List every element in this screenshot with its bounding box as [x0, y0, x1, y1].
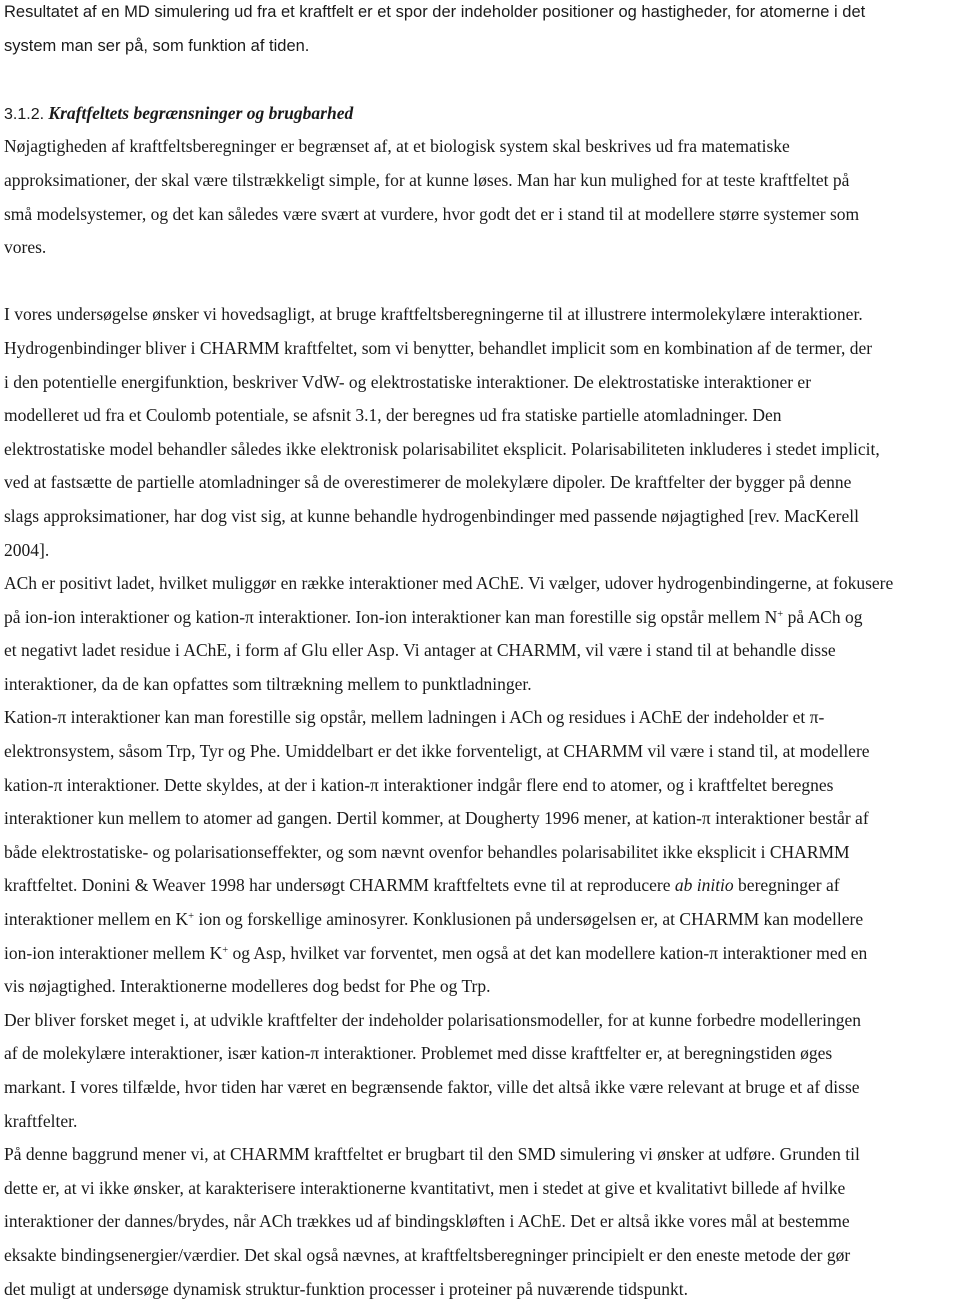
text-run: ion-ion interaktioner mellem K — [4, 942, 223, 963]
paragraph-cation-pi — [4, 701, 958, 1003]
section-title: Kraftfeltets begrænsninger og brugbarhed — [48, 102, 354, 123]
text-line: små modelsystemer, og det kan således være svært at vurdere, hvor godt det er i stand til at modellere større systemer som — [4, 203, 860, 224]
text-line: kation-π interaktioner. Dette skyldes, at der i kation-π interaktioner indgår flere end to atomer, og i kraftfeltet beregnes — [4, 774, 834, 795]
text-line: modelleret ud fra et Coulomb potentiale, se afsnit 3.1, der beregnes ud fra statiske partielle atomladninger. Den — [4, 405, 782, 426]
text-line: Hydrogenbindinger bliver i CHARMM kraftfeltet, som vi benytter, behandlet implicit som en kombination af de termer, der — [4, 337, 873, 358]
superscript-charge: + — [188, 911, 195, 923]
text-line: interaktioner, da de kan opfattes som tiltrækning mellem to punktladninger. — [4, 673, 532, 694]
text-run: interaktioner mellem en K — [4, 909, 189, 930]
text-line: et negativt ladet residue i AChE, i form af Glu eller Asp. Vi antager at CHARMM, vil være i stand til at behandle disse — [4, 640, 836, 661]
section-heading — [4, 97, 958, 131]
text-line — [4, 937, 958, 971]
text-line — [4, 903, 958, 937]
superscript-charge: + — [222, 944, 229, 956]
text-line — [4, 601, 958, 635]
text-line: interaktioner kun mellem to atomer ad gangen. Dertil kommer, at Dougherty 1996 mener, at kation-π interaktioner består af — [4, 808, 869, 829]
text-line: interaktioner der dannes/brydes, når ACh trækkes ud af bindingskløften i AChE. Det er altså ikke vores mål at bestemme — [4, 1211, 850, 1232]
text-run: og Asp, hvilket var forventet, men også at det kan modellere kation-π interaktioner med en — [228, 942, 868, 963]
text-line: slags approksimationer, har dog vist sig, at kunne behandle hydrogenbindinger med passende nøjagtighed [rev. MacKerell — [4, 505, 859, 526]
text-line: eksakte bindingsenergier/værdier. Det skal også nævnes, at kraftfeltsberegninger principielt er den eneste metode der gør — [4, 1244, 851, 1265]
paragraph-polarisation-models — [4, 1004, 958, 1138]
text-line: På denne baggrund mener vi, at CHARMM kraftfeltet er brugbart til den SMD simulering vi ønsker at udføre. Grunden til — [4, 1144, 860, 1165]
text-line: system man ser på, som funktion af tiden. — [4, 36, 310, 55]
paragraph-hydrogen-bonds — [4, 298, 958, 567]
text-run: beregninger af — [733, 875, 840, 896]
text-line — [4, 869, 958, 903]
text-line: af de molekylære interaktioner, især kation-π interaktioner. Problemet med disse kraftfelter er, at beregningstiden øges — [4, 1043, 833, 1064]
italic-term: ab initio — [674, 875, 734, 896]
text-line: dette er, at vi ikke ønsker, at karakterisere interaktionerne kvantitativt, men i stedet at give et kvalitativt billede af hvilke — [4, 1177, 846, 1198]
text-line: i den potentielle energifunktion, beskriver VdW- og elektrostatiske interaktioner. De elektrostatiske interaktioner er — [4, 371, 812, 392]
text-line: ACh er positivt ladet, hvilket muliggør en række interaktioner med AChE. Vi vælger, udover hydrogenbindingerne, at fokusere — [4, 573, 894, 594]
text-line: 2004]. — [4, 539, 50, 560]
text-line: vis nøjagtighed. Interaktionerne modelleres dog bedst for Phe og Trp. — [4, 976, 491, 997]
intro-paragraph — [4, 0, 958, 63]
text-run: ion og forskellige aminosyrer. Konklusionen på undersøgelsen er, at CHARMM kan modellere — [194, 909, 864, 930]
text-line: ved at fastsætte de partielle atomladninger så de overestimerer de molekylære dipoler. De kraftfelter der bygger på denne — [4, 472, 852, 493]
superscript-charge: + — [777, 608, 784, 620]
section-number: 3.1.2. — [4, 105, 45, 123]
text-run: kraftfeltet. Donini & Weaver 1998 har undersøgt CHARMM kraftfeltets evne til at reproducere — [4, 875, 675, 896]
text-line: vores. — [4, 237, 47, 258]
text-line: Resultatet af en MD simulering ud fra et kraftfelt er et spor der indeholder positioner og hastigheder, for atomerne i det — [4, 3, 866, 21]
paragraph-ion-interactions — [4, 567, 958, 701]
paragraph-conclusion — [4, 1138, 958, 1306]
text-line: kraftfelter. — [4, 1110, 78, 1131]
text-line: I vores undersøgelse ønsker vi hovedsagligt, at bruge kraftfeltsberegningerne til at illustrere intermolekylære interaktioner. — [4, 304, 863, 325]
text-line: markant. I vores tilfælde, hvor tiden har været en begrænsende faktor, ville det altså ikke være relevant at bruge et af disse — [4, 1077, 860, 1097]
text-line: elektrostatiske model behandler således ikke elektronisk polarisabilitet eksplicit. Polarisabiliteten inkluderes i stedet implicit, — [4, 438, 880, 459]
text-line: det muligt at undersøge dynamisk struktur-funktion processer i proteiner på nuværende tidspunkt. — [4, 1278, 688, 1299]
text-run: på ACh og — [783, 606, 863, 627]
text-run: på ion-ion interaktioner og kation-π interaktioner. Ion-ion interaktioner kan man forestille sig opstår mellem N — [4, 606, 778, 627]
paragraph-gap — [4, 265, 958, 299]
text-line: approksimationer, der skal være tilstrækkeligt simple, for at kunne løses. Man har kun mulighed for at teste kraftfeltet på — [4, 169, 850, 190]
paragraph-limitations — [4, 130, 958, 264]
text-line: Kation-π interaktioner kan man forestille sig opstår, mellem ladningen i ACh og residues i AChE der indeholder et π- — [4, 707, 825, 728]
text-line: Nøjagtigheden af kraftfeltsberegninger er begrænset af, at et biologisk system skal beskrives ud fra matematiske — [4, 136, 790, 157]
text-line: Der bliver forsket meget i, at udvikle kraftfelter der indeholder polarisationsmodeller, for at kunne forbedre modelleringen — [4, 1009, 861, 1030]
document-page — [4, 0, 958, 1306]
text-line: både elektrostatiske- og polarisationseffekter, og som nævnt ovenfor behandles polarisabilitet ikke eksplicit i CHARMM — [4, 841, 850, 862]
paragraph-gap — [4, 63, 958, 97]
text-line: elektronsystem, såsom Trp, Tyr og Phe. Umiddelbart er det ikke forventeligt, at CHARMM vil være i stand til, at modellere — [4, 741, 870, 762]
